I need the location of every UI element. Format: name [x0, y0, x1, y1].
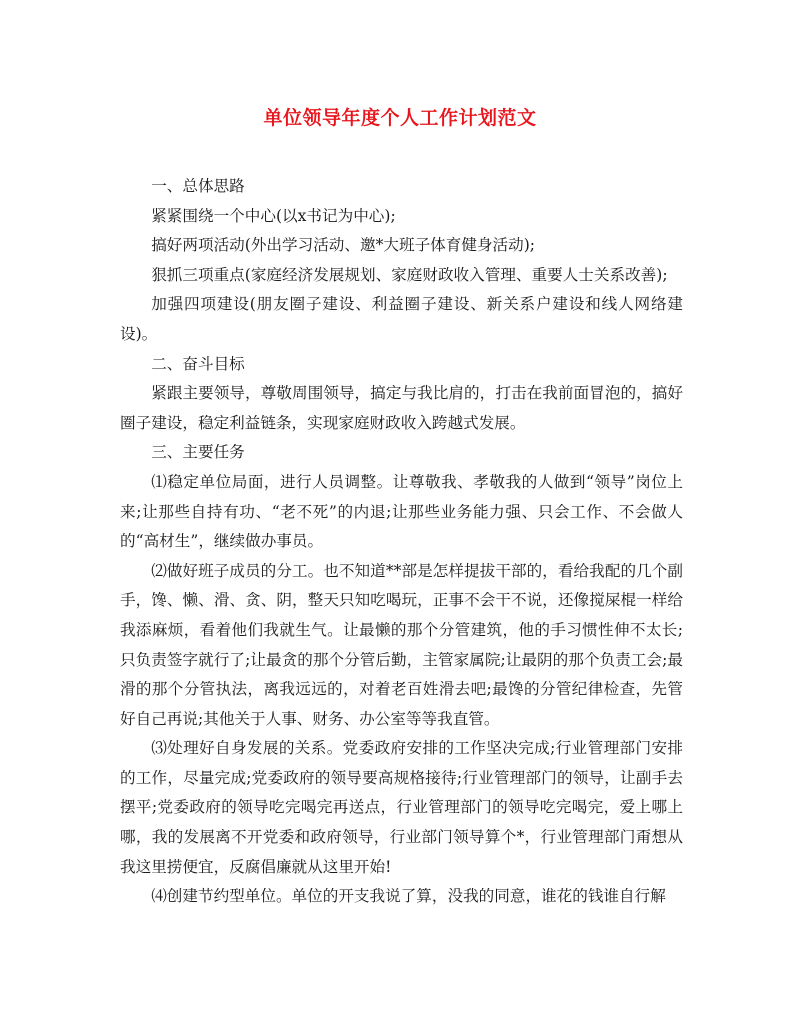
- section-heading-main-tasks: 三、主要任务: [151, 443, 245, 462]
- paragraph: ⑴稳定单位局面，进行人员调整。让尊敬我、孝敬我的人做到“领导”岗位上来;让那些自持有功、“老不死”的内退;让那些业务能力强、只会工作、不会做人的“高材生”，继续做办事员。: [120, 472, 683, 551]
- document-title: 单位领导年度个人工作计划范文: [263, 107, 537, 129]
- paragraph: 搞好两项活动(外出学习活动、邀*大班子体育健身活动);: [151, 236, 536, 255]
- paragraph: 加强四项建设(朋友圈子建设、利益圈子建设、新关系户建设和线人网络建设)。: [120, 295, 683, 343]
- paragraph: ⑵做好班子成员的分工。也不知道**部是怎样提拔干部的，看给我配的几个副手，馋、懒、滑、贪、阴，整天只知吃喝玩，正事不会干不说，还像搅屎棍一样给我添麻烦，看着他们我就生气。让最懒的那个分管建筑，他的手习惯性伸不太长;只负责签字就行了;让最贪的那个分管后勤，主管家属院;让最阴的那个负责工会;最滑的那个分管执法，离我远远的，对着老百姓滑去吧;最馋的分管纪律检查，先管好自己再说;其他关于人事、财务、办公室等等我直管。: [120, 561, 683, 728]
- paragraph: ⑷创建节约型单位。单位的开支我说了算，没我的同意，谁花的钱谁自行解: [151, 887, 666, 906]
- document-body: [120, 172, 683, 912]
- paragraph: 紧跟主要领导，尊敬周围领导，搞定与我比肩的，打击在我前面冒泡的，搞好圈子建设，稳定利益链条，实现家庭财政收入跨越式发展。: [120, 384, 683, 432]
- section-heading-goals: 二、奋斗目标: [151, 354, 245, 373]
- section-heading-overall-approach: 一、总体思路: [151, 177, 245, 195]
- paragraph: ⑶处理好自身发展的关系。党委政府安排的工作坚决完成;行业管理部门安排的工作，尽量完成;党委政府的领导要高规格接待;行业管理部门的领导，让副手去摆平;党委政府的领导吃完喝完再送点，行业管理部门的领导吃完喝完，爱上哪上哪，我的发展离不开党委和政府领导，行业部门领导算个*，行业管理部门甭想从我这里捞便宜，反腐倡廉就从这里开始!: [120, 739, 683, 876]
- paragraph: 狠抓三项重点(家庭经济发展规划、家庭财政收入管理、重要人士关系改善);: [151, 265, 668, 284]
- paragraph: 紧紧围绕一个中心(以x书记为中心);: [151, 206, 396, 225]
